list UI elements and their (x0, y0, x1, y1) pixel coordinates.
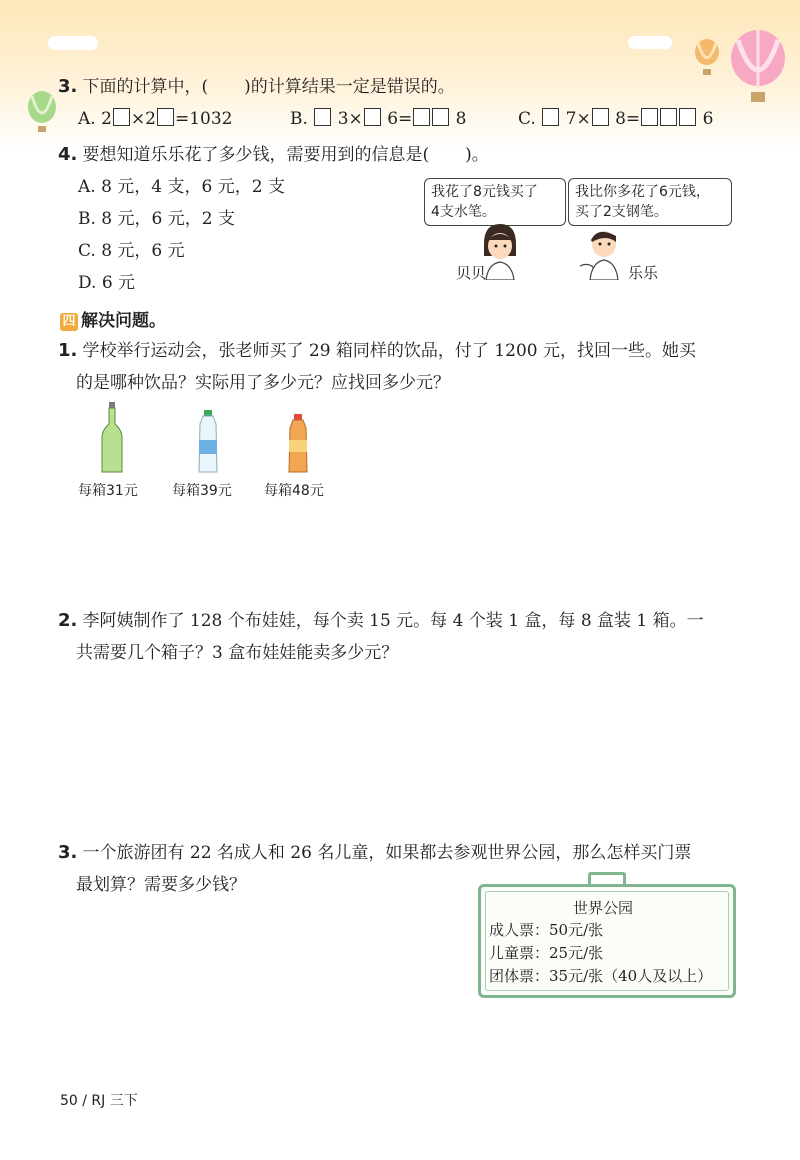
option-b[interactable]: B. 3× 6= 8 (290, 109, 467, 129)
speech-bubble-lele: 我比你多花了6元钱， 买了2支钢笔。 (568, 178, 732, 226)
problem-text: 李阿姨制作了 128 个布娃娃，每个卖 15 元。每 4 个装 1 盒，每 8 盒装 1 箱。一 (82, 611, 704, 631)
blank-box (432, 108, 449, 126)
section-title: 解决问题。 (81, 311, 166, 331)
cloud-decoration (48, 36, 98, 50)
balloon-icon (692, 38, 722, 78)
question-number: 4. (58, 144, 78, 165)
problem-2 (58, 608, 704, 634)
option-a[interactable]: A. 8 元，4 支，6 元，2 支 (78, 177, 285, 197)
question-number: 2. (58, 610, 78, 631)
problem-text: 一个旅游团有 22 名成人和 26 名儿童，如果都去参观世界公园，那么怎样买门票 (82, 843, 692, 863)
price-group: 团体票：35元/张（40人及以上） (489, 967, 713, 985)
problem-text: 的是哪种饮品？实际用了多少元？应找回多少元？ (76, 373, 450, 393)
price-adult: 成人票：50元/张 (489, 921, 604, 939)
option-d[interactable]: D. 6 元 (78, 273, 136, 293)
drink-price: 每箱31元 (78, 483, 138, 499)
section-badge: 四 (60, 313, 78, 331)
problem-text: 共需要几个箱子？3 盒布娃娃能卖多少元？ (76, 643, 399, 663)
drink-price: 每箱48元 (264, 483, 324, 499)
question-3 (58, 74, 455, 100)
section-header (60, 306, 166, 331)
blank-box (641, 108, 658, 126)
cloud-decoration (628, 36, 672, 49)
blank-box (157, 108, 174, 126)
option-a[interactable]: A. 2 ×2 =1032 (78, 109, 233, 129)
question-stem: )的计算结果一定是错误的。 (244, 77, 455, 97)
speech-bubble-beibei: 我花了8元钱买了 4支水笔。 (424, 178, 566, 226)
name-beibei: 贝贝 (456, 264, 487, 282)
question-number: 3. (58, 76, 78, 97)
question-number: 3. (58, 842, 78, 863)
question-4 (58, 142, 489, 168)
balloon-icon (728, 30, 788, 106)
problem-1 (58, 338, 696, 364)
price-board (478, 884, 736, 998)
water-bottle-icon (196, 410, 220, 474)
juice-bottle-icon (286, 414, 310, 474)
glass-bottle-icon (100, 402, 124, 474)
page-number: 50 / RJ 三下 (60, 1093, 138, 1109)
problem-3 (58, 840, 691, 866)
question-stem: 要想知道乐乐花了多少钱，需要用到的信息是( (82, 145, 430, 165)
price-child: 儿童票：25元/张 (489, 944, 604, 962)
boy-avatar-icon (578, 222, 626, 280)
blank-box (314, 108, 331, 126)
option-b[interactable]: B. 8 元，6 元，2 支 (78, 209, 235, 229)
option-c[interactable]: C. 7× 8= 6 (518, 109, 714, 129)
blank-box (364, 108, 381, 126)
option-c[interactable]: C. 8 元，6 元 (78, 241, 185, 261)
blank-box (660, 108, 677, 126)
question-number: 1. (58, 340, 78, 361)
name-lele: 乐乐 (628, 264, 659, 282)
blank-box (113, 108, 130, 126)
drink-price: 每箱39元 (172, 483, 232, 499)
board-title: 世界公园 (573, 899, 634, 917)
blank-box (413, 108, 430, 126)
question-stem: )。 (465, 145, 489, 165)
balloon-icon (24, 90, 60, 136)
problem-text: 最划算？需要多少钱？ (76, 875, 246, 895)
blank-box (542, 108, 559, 126)
blank-box (679, 108, 696, 126)
problem-text: 学校举行运动会，张老师买了 29 箱同样的饮品，付了 1200 元，找回一些。她买 (82, 341, 696, 361)
question-stem: 下面的计算中，( (82, 77, 209, 97)
blank-box (592, 108, 609, 126)
